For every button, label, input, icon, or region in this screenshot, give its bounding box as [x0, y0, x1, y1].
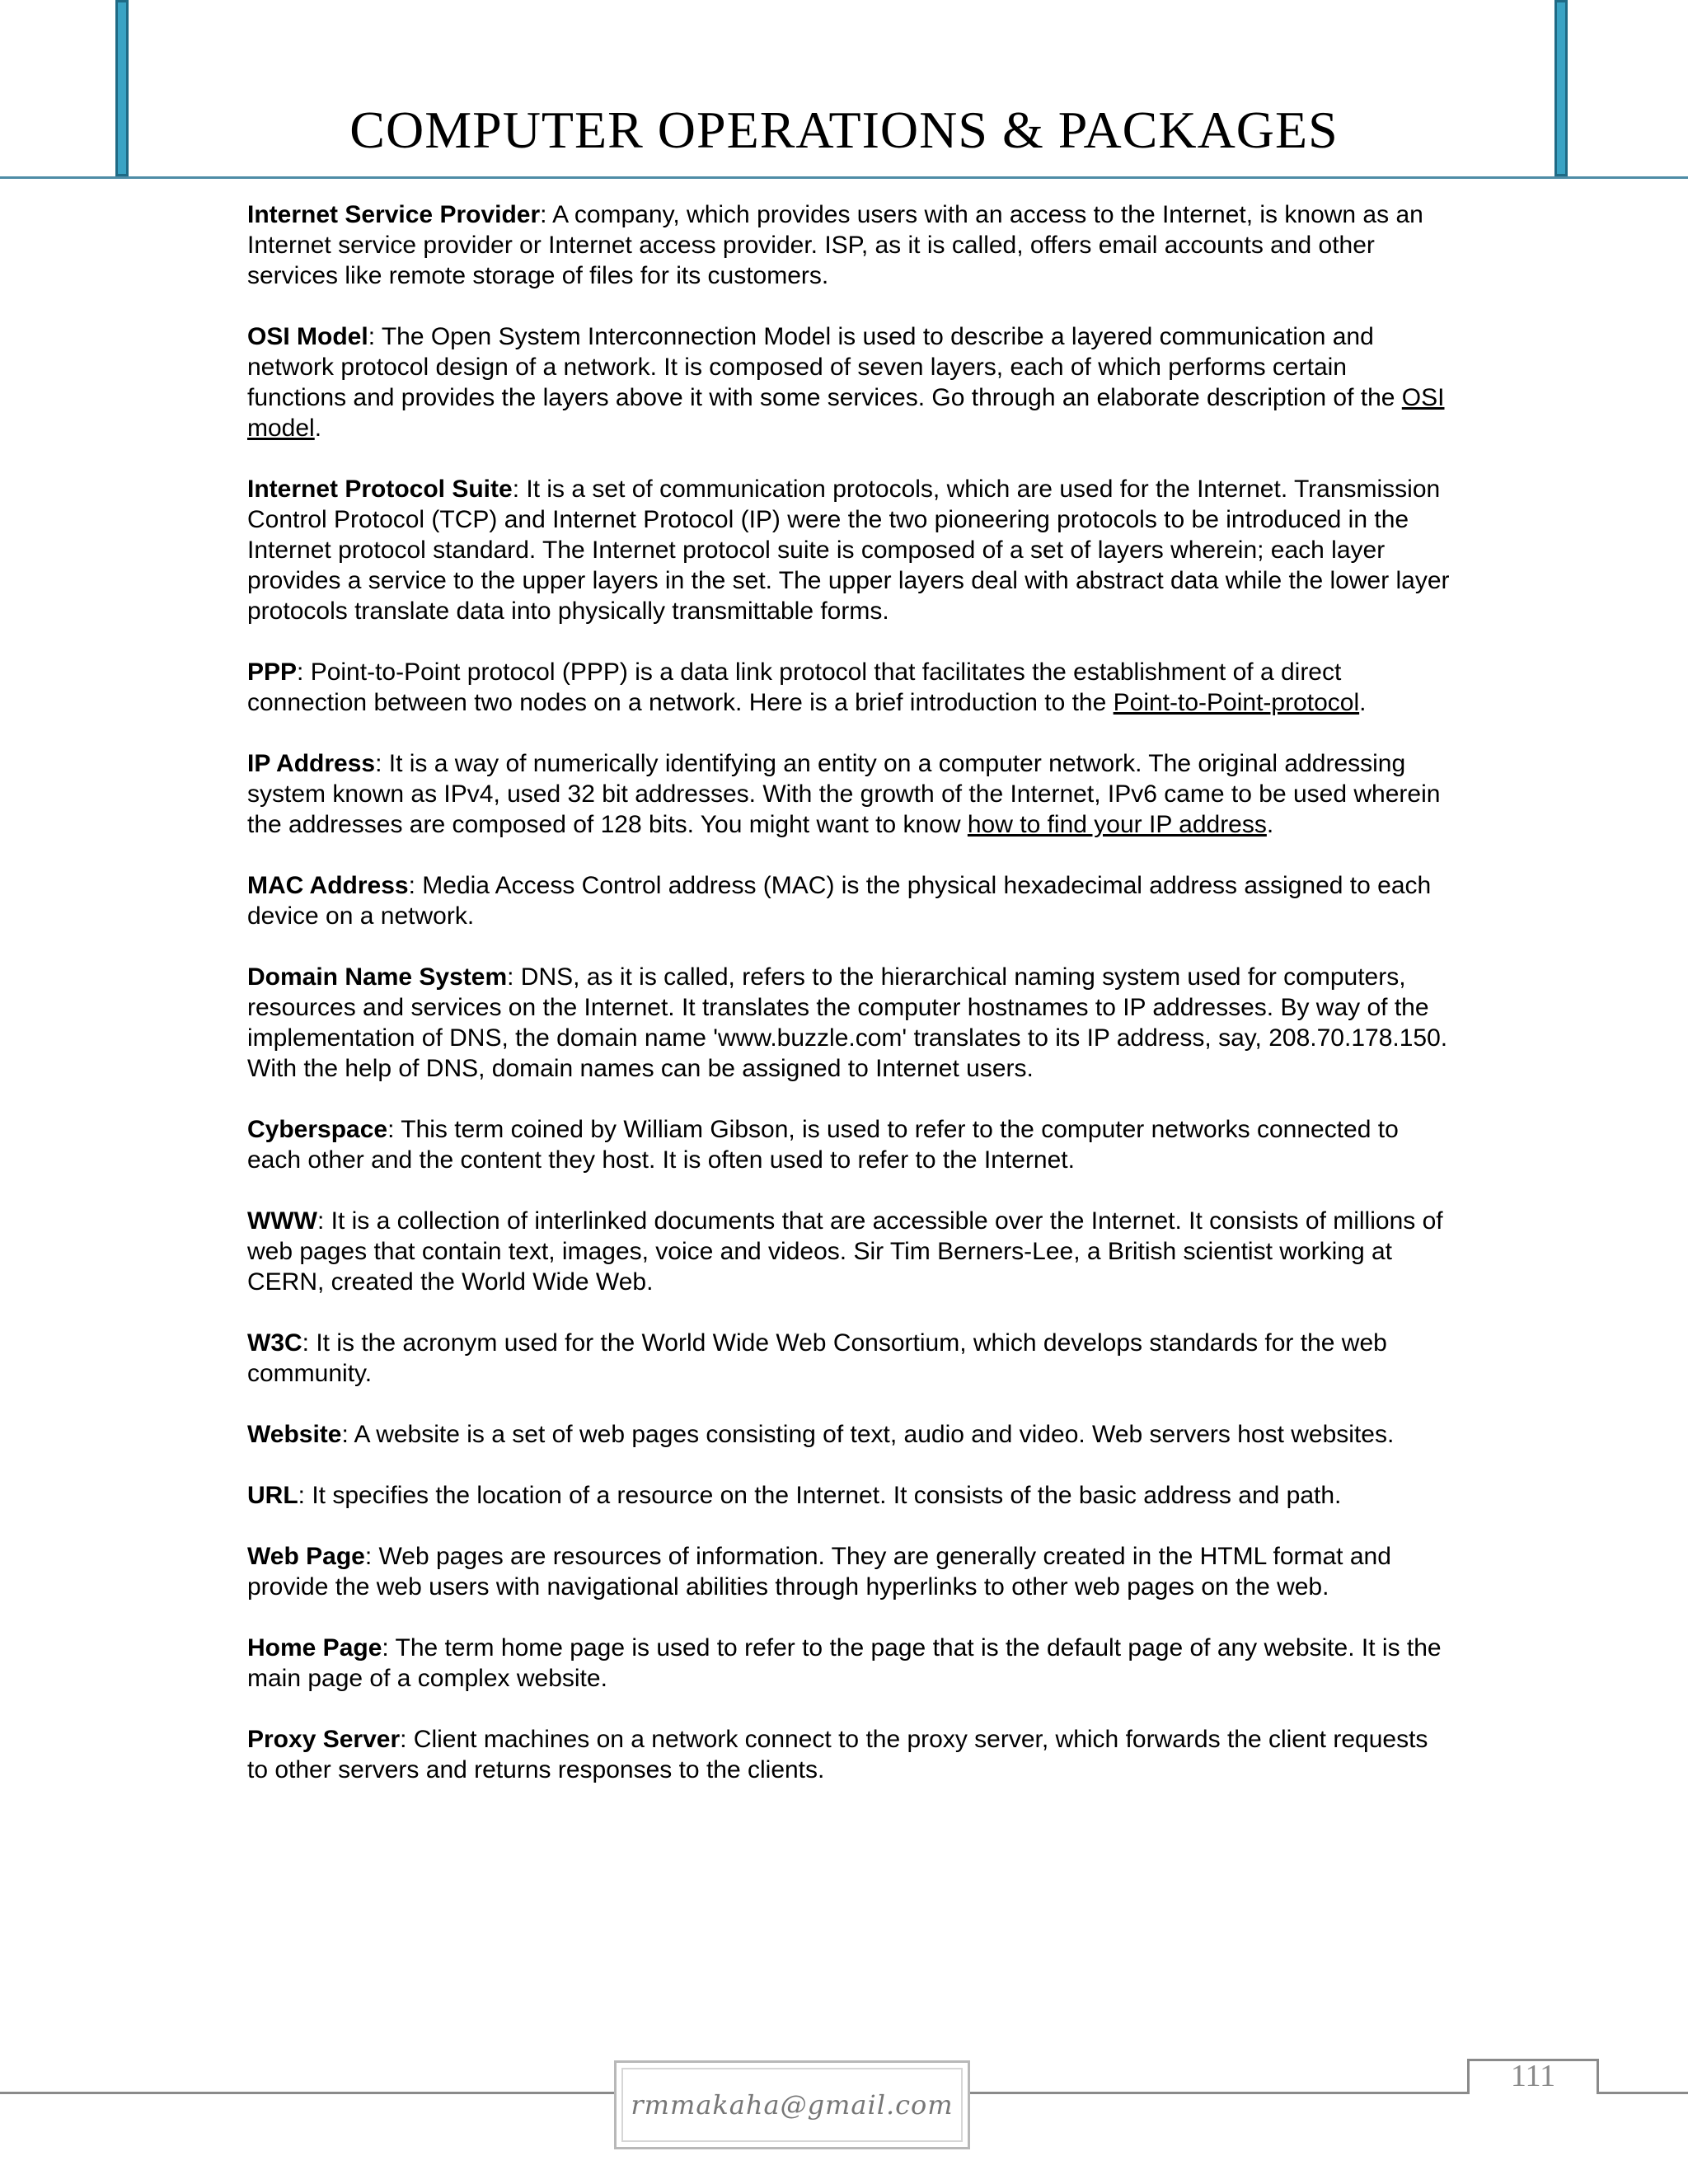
entry-text: : It is a collection of interlinked documents that are accessible over the Internet. It consists of millions of web pages that contain text, images, voice and videos. Sir Tim Berners-Lee, a British scientist working at CERN, created the World Wide Web. [247, 1207, 1443, 1296]
entry-cyberspace [247, 1114, 1451, 1175]
entry-proxy-server [247, 1724, 1451, 1785]
entry-term: Home Page [247, 1634, 382, 1661]
entry-isp [247, 199, 1451, 291]
entry-term: IP Address [247, 750, 376, 777]
entry-mac-address [247, 870, 1451, 931]
entry-term: W3C [247, 1329, 302, 1357]
entry-text-after: . [1359, 689, 1367, 716]
entry-term: Internet Protocol Suite [247, 476, 513, 503]
entry-text: : It specifies the location of a resource on the Internet. It consists of the basic address and path. [298, 1482, 1342, 1509]
entry-text: : Point-to-Point protocol (PPP) is a data link protocol that facilitates the establishment of a direct connection between two nodes on a network. Here is a brief introduction to the [247, 658, 1342, 716]
entry-text: : The Open System Interconnection Model is used to describe a layered communication and network protocol design of a network. It is composed of seven layers, each of which performs certain functions and provides the layers above it with some services. Go through an elaborate description of the [247, 323, 1402, 411]
entry-text: : Client machines on a network connect to the proxy server, which forwards the client requests to other servers and returns responses to the clients. [247, 1726, 1428, 1783]
footer-email: rmmakaha@gmail.com [621, 2068, 963, 2142]
entry-text: : It is a way of numerically identifying an entity on a computer network. The original addressing system known as IPv4, used 32 bit addresses. With the growth of the Internet, IPv6 came to be used wherein the addresses are composed of 128 bits. You might want to know [247, 750, 1441, 838]
entry-term: PPP [247, 658, 298, 686]
entry-term: URL [247, 1482, 298, 1509]
entry-term: OSI Model [247, 323, 368, 350]
entry-term: WWW [247, 1207, 317, 1235]
entry-text: : A company, which provides users with an access to the Internet, is known as an Internet service provider or Internet access provider. ISP, as it is called, offers email accounts and other services like remote storage of files for its customers. [247, 201, 1423, 289]
entry-website [247, 1419, 1451, 1450]
entry-term: Cyberspace [247, 1116, 388, 1143]
entry-web-page [247, 1541, 1451, 1602]
entry-term: Website [247, 1421, 342, 1448]
entry-term: Proxy Server [247, 1726, 401, 1753]
entry-ip-address [247, 748, 1451, 840]
page-number: 111 [1467, 2059, 1599, 2094]
entry-term: Web Page [247, 1543, 365, 1570]
ppp-link[interactable]: Point-to-Point-protocol [1113, 689, 1360, 716]
entry-text: : A website is a set of web pages consisting of text, audio and video. Web servers host websites. [341, 1421, 1395, 1448]
entry-dns [247, 962, 1451, 1084]
entry-www [247, 1206, 1451, 1297]
find-ip-address-link[interactable]: how to find your IP address [967, 811, 1267, 838]
entry-text: : It is the acronym used for the World Wide Web Consortium, which develops standards for the web community. [247, 1329, 1387, 1387]
footer-email-box [614, 2060, 970, 2149]
entry-term: Domain Name System [247, 963, 508, 991]
entry-osi-model [247, 321, 1451, 443]
entry-text: : This term coined by William Gibson, is used to refer to the computer networks connected to each other and the content they host. It is often used to refer to the Internet. [247, 1116, 1399, 1174]
entry-ppp [247, 657, 1451, 718]
entry-text: : The term home page is used to refer to the page that is the default page of any website. It is the main page of a complex website. [247, 1634, 1442, 1692]
entry-text: : Media Access Control address (MAC) is the physical hexadecimal address assigned to each device on a network. [247, 872, 1432, 930]
entry-internet-protocol-suite [247, 474, 1451, 626]
entry-text: : It is a set of communication protocols, which are used for the Internet. Transmission Control Protocol (TCP) and Internet Protocol (IP) were the two pioneering protocols to be introduced in the Internet protocol standard. The Internet protocol suite is composed of a set of layers wherein; each layer provides a service to the upper layers in the set. The upper layers deal with abstract data while the lower layer protocols translate data into physically transmittable forms. [247, 476, 1450, 625]
header-rule [0, 176, 1688, 179]
page-title: COMPUTER OPERATIONS & PACKAGES [349, 101, 1339, 159]
entry-term: MAC Address [247, 872, 409, 899]
footer-rule-left [0, 2092, 614, 2094]
entry-text-after: . [314, 415, 322, 442]
entry-w3c [247, 1328, 1451, 1389]
osi-model-link[interactable]: OSI model [247, 384, 1445, 442]
entry-text-after: . [1266, 811, 1274, 838]
entry-text: : Web pages are resources of information. They are generally created in the HTML format and provide the web users with navigational abilities through hyperlinks to other web pages on the web. [247, 1543, 1391, 1601]
entry-text: : DNS, as it is called, refers to the hierarchical naming system used for computers, resources and services on the Internet. It translates the computer hostnames to IP addresses. By way of the implementation of DNS, the domain name 'www.buzzle.com' translates to its IP address, say, 208.70.178.150. With the help of DNS, domain names can be assigned to Internet users. [247, 963, 1448, 1082]
glossary-body [247, 199, 1451, 1816]
footer-rule-middle [970, 2092, 1467, 2094]
entry-home-page [247, 1633, 1451, 1694]
entry-url [247, 1480, 1451, 1511]
entry-term: Internet Service Provider [247, 201, 541, 228]
footer-rule-right [1599, 2092, 1688, 2094]
